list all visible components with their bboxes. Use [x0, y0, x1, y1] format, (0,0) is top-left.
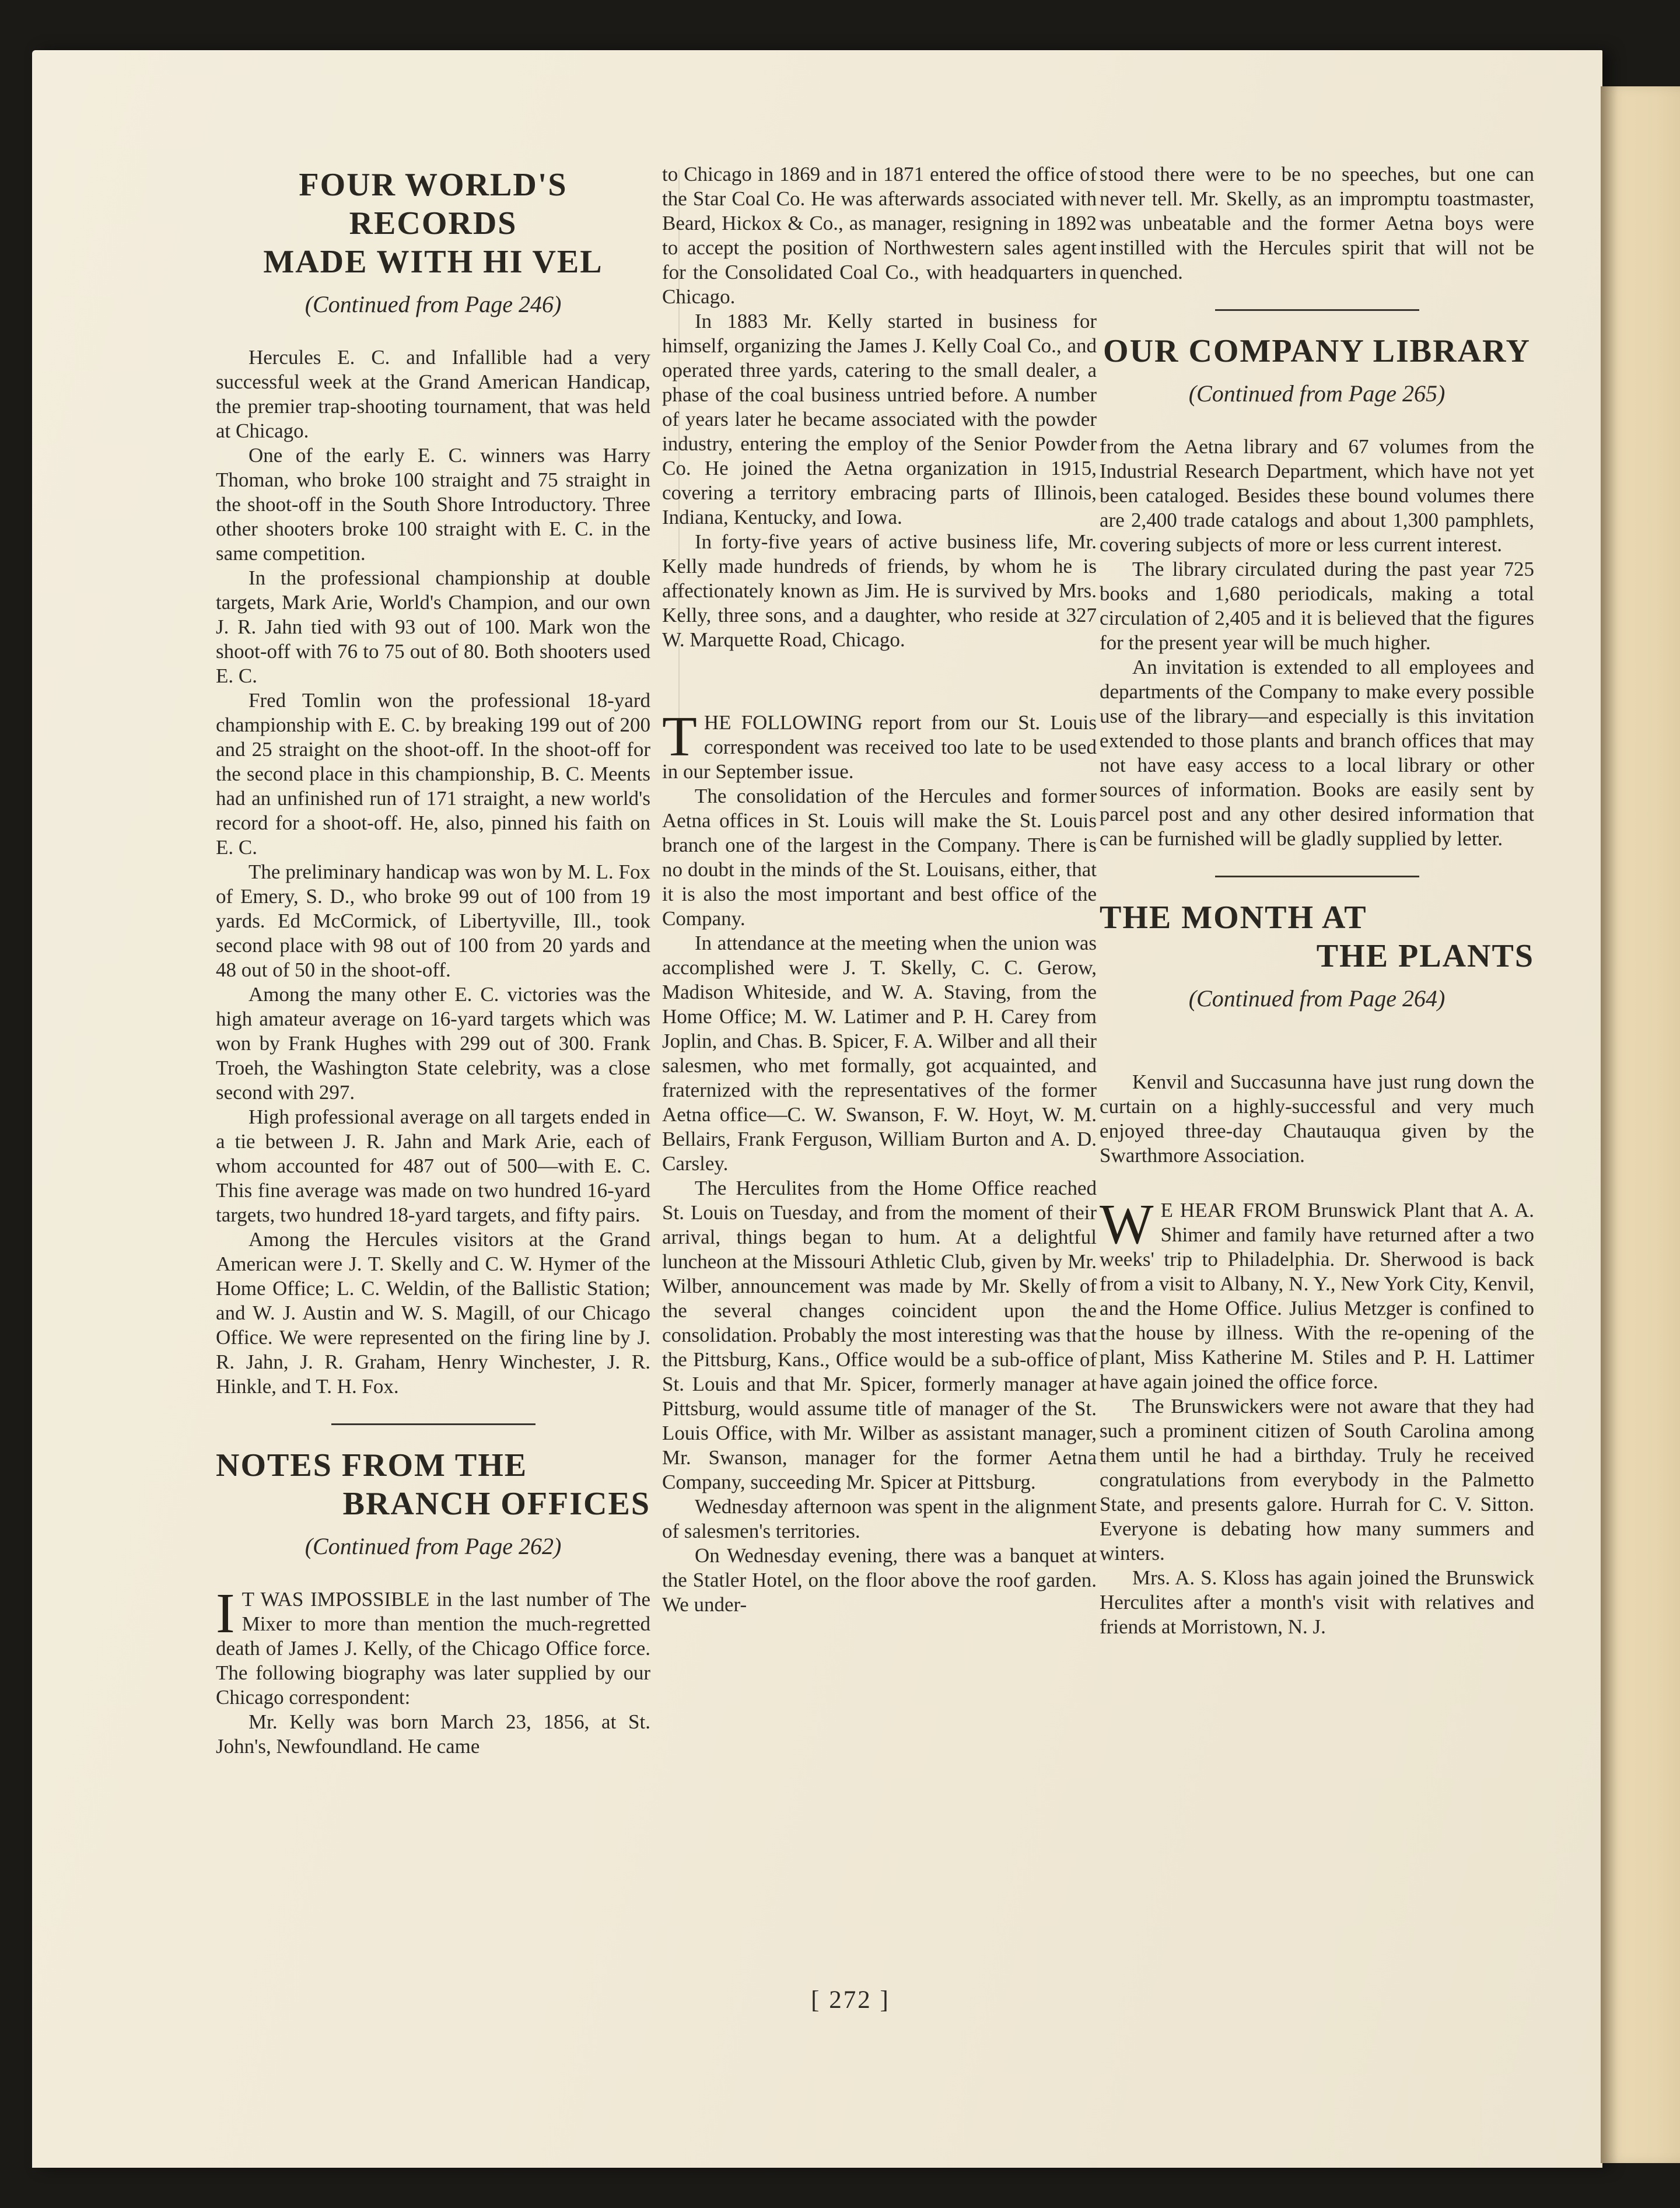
section-divider-rule	[1215, 309, 1419, 311]
column-spacer	[1100, 1040, 1534, 1070]
paragraph: The preliminary handicap was won by M. L. Fox of Emery, S. D., who broke 99 out of 100 from 19 yards. Ed McCormick, of Libertyville, Ill., took second place with 98 out of 100 from 20 yards and 48 out of 50 in the shoot-off.	[216, 860, 650, 981]
paragraph: Among the many other E. C. victories was the high amateur average on 16-yard targets which was won by Frank Hughes with 299 out of 300. Frank Troeh, the Washington State celebrity, was a close second with 297.	[216, 983, 650, 1104]
heading-month-at-the-plants	[1100, 898, 1534, 975]
heading-four-worlds-records	[216, 166, 650, 281]
paragraph: On Wednesday evening, there was a banquet at the Statler Hotel, on the floor above the roof garden. We under-	[662, 1544, 1097, 1616]
paragraph: Kenvil and Succasunna have just rung down the curtain on a highly-successful and very much enjoyed three-day Chautauqua given by the Swarthmore Association.	[1100, 1070, 1534, 1167]
drop-cap: I	[216, 1582, 235, 1645]
continued-from-note: (Continued from Page 246)	[304, 291, 562, 317]
paragraph: Mrs. A. S. Kloss has again joined the Brunswick Herculites after a month's visit with relatives and friends at Morristown, N. J.	[1100, 1566, 1534, 1638]
text-column-3	[1100, 162, 1534, 1639]
lead-caps: T WAS IMPOSSIBLE	[242, 1588, 430, 1611]
section-divider-rule	[331, 1423, 536, 1425]
lead-caps: HE FOLLOWING	[704, 711, 863, 734]
paragraph: Wednesday afternoon was spent in the alignment of salesmen's territories.	[662, 1495, 1097, 1542]
text-column-1	[216, 162, 650, 1759]
paragraph	[1100, 1193, 1534, 1394]
heading-our-company-library	[1100, 332, 1534, 370]
paragraph: Hercules E. C. and Infallible had a very successful week at the Grand American Handicap, the premier trap-shooting tournament, that was held at Chicago.	[216, 346, 650, 442]
heading-line: MADE WITH HI VEL	[263, 244, 603, 280]
continued-from-note: (Continued from Page 265)	[1188, 380, 1446, 407]
paragraph: Among the Hercules visitors at the Grand American were J. T. Skelly and C. W. Hymer of the Home Office; L. C. Weldin, of the Ballistic Station; and W. J. Austin and W. S. Magill, of our Chicago Office. We were represented on the firing line by J. R. Jahn, J. R. Graham, Henry Winchester, J. R. Hinkle, and T. H. Fox.	[216, 1228, 650, 1398]
paragraph-text: in the last number of The Mixer to more than mention the much-regretted death of James J. Kelly, of the Chicago Office force. The following biography was later supplied by our Chicago correspondent:	[216, 1588, 651, 1709]
heading-line: OUR COMPANY LIBRARY	[1103, 333, 1531, 369]
heading-line: THE MONTH AT	[1100, 900, 1367, 936]
paragraph: In 1883 Mr. Kelly started in business for himself, organizing the James J. Kelly Coal Co., and operated three yards, catering to the small dealer, a phase of the coal business untried before. A number of years later he became associated with the powder industry, entering the employ of the Senior Powder Co. He joined the Aetna organization in 1915, covering a territory embracing parts of Illinois, Indiana, Kentucky, and Iowa.	[662, 310, 1097, 529]
paragraph: The Brunswickers were not aware that they had such a prominent citizen of South Carolina among them until he had a birthday. Truly he received congratulations from everybody in the Palmetto State, and presents galore. Hurrah for C. V. Sitton. Everyone is debating how many summers and winters.	[1100, 1395, 1534, 1565]
paragraph: In forty-five years of active business life, Mr. Kelly made hundreds of friends, by whom he is affectionately known as Jim. He is survived by Mrs. Kelly, three sons, and a daughter, who reside at 327 W. Marquette Road, Chicago.	[662, 530, 1097, 651]
paragraph: from the Aetna library and 67 volumes from the Industrial Research Department, which have not yet been cataloged. Besides these bound volumes there are 2,400 trade catalogs and about 1,300 pamphlets, covering subjects of more or less current interest.	[1100, 435, 1534, 556]
paragraph: One of the early E. C. winners was Harry Thoman, who broke 100 straight and 75 straight in the shoot-off in the South Shore Introductory. Three other shooters broke 100 straight with E. C. in the same competition.	[216, 444, 650, 565]
section-divider-rule	[1215, 876, 1419, 877]
magazine-page	[32, 50, 1602, 2168]
paragraph: In attendance at the meeting when the union was accomplished were J. T. Skelly, C. C. Gerow, Madison Whiteside, and W. A. Staving, from the Home Office; M. W. Latimer and P. H. Carey from Joplin, and Chas. B. Spicer, F. A. Wilber and all their salesmen, who met formally, got acquainted, and fraternized with the representatives of the former Aetna office—C. W. Swanson, F. W. Hoyt, W. M. Bellairs, Frank Ferguson, William Burton and A. D. Carsley.	[662, 932, 1097, 1175]
heading-line: THE PLANTS	[1316, 938, 1534, 974]
paragraph-text: Brunswick Plant that A. A. Shimer and family have returned after a two weeks' trip to Philadelphia. Dr. Sherwood is back from a visit to Albany, N. Y., New York City, Kenvil, and the Home Office. Julius Metzger is confined to the house by illness. With the re-opening of the plant, Miss Katherine M. Stiles and P. H. Lattimer have again joined the office force.	[1100, 1199, 1534, 1393]
heading-line: BRANCH OFFICES	[342, 1486, 650, 1522]
paragraph-text: report from our St. Louis correspondent was received too late to be used in our September issue.	[662, 711, 1097, 783]
paragraph	[216, 1582, 651, 1710]
paragraph	[662, 705, 1097, 784]
text-column-2	[662, 162, 1097, 1617]
lead-caps: E HEAR FROM	[1160, 1199, 1301, 1222]
paragraph: Mr. Kelly was born March 23, 1856, at St. John's, Newfoundland. He came	[216, 1710, 650, 1758]
paragraph: The consolidation of the Hercules and former Aetna offices in St. Louis will make the St. Louis branch one of the largest in the Company. There is no doubt in the minds of the St. Louisans, either, that it is also the most important and best office of the Company.	[662, 785, 1097, 930]
adjacent-page-fore-edge	[1601, 86, 1680, 2163]
drop-cap: T	[662, 705, 697, 768]
paragraph: stood there were to be no speeches, but one can never tell. Mr. Skelly, as an impromptu toastmaster, was unbeatable and the former Aetna boys were instilled with the Hercules spirit that will not be quenched.	[1100, 163, 1534, 284]
paragraph: to Chicago in 1869 and in 1871 entered the office of the Star Coal Co. He was afterwards associated with Beard, Hickox & Co., as manager, resigning in 1892 to accept the position of Northwestern sales agent for the Consolidated Coal Co., with headquarters in Chicago.	[662, 163, 1097, 308]
column-spacer	[1100, 1168, 1534, 1198]
heading-notes-from-branch-offices	[216, 1446, 650, 1523]
heading-line: NOTES FROM THE	[216, 1447, 528, 1483]
paragraph: Fred Tomlin won the professional 18-yard championship with E. C. by breaking 199 out of 200 and 25 straight on the shoot-off. In the shoot-off for the second place in this championship, B. C. Meents had an unfinished run of 171 straight, a new world's record for a shoot-off. He, also, pinned his faith on E. C.	[216, 689, 650, 859]
paragraph: The library circulated during the past year 725 books and 1,680 periodicals, making a total circulation of 2,405 and it is believed that the figures for the present year will be much higher.	[1100, 558, 1534, 654]
paragraph: In the professional championship at double targets, Mark Arie, World's Champion, and our own J. R. Jahn tied with 93 out of 100. Mark won the shoot-off with 76 to 75 out of 80. Both shooters used E. C.	[216, 566, 650, 687]
paragraph: High professional average on all targets ended in a tie between J. R. Jahn and Mark Arie, each of whom accounted for 487 out of 500—with E. C. This fine average was made on two hundred 16-yard targets, two hundred 18-yard targets, and fifty pairs.	[216, 1105, 650, 1226]
paragraph: The Herculites from the Home Office reached St. Louis on Tuesday, and from the moment of their arrival, things began to hum. At a delightful luncheon at the Missouri Athletic Club, given by Mr. Wilber, announcement was made by Mr. Skelly of the several changes coincident upon the consolidation. Probably the most interesting was that the Pittsburg, Kans., Office would be a sub-office of St. Louis and that Mr. Spicer, formerly manager at Pittsburg, would assume title of manager of the St. Louis Office, with Mr. Wilber as assistant manager, Mr. Swanson, manager for the former Aetna Company, succeeding Mr. Spicer at Pittsburg.	[662, 1177, 1097, 1493]
column-spacer	[662, 652, 1097, 711]
heading-line: FOUR WORLD'S RECORDS	[299, 167, 568, 242]
continued-from-note: (Continued from Page 264)	[1188, 985, 1446, 1012]
page-number: [ 272 ]	[811, 1986, 890, 2014]
paragraph: An invitation is extended to all employees and departments of the Company to make every possible use of the library—and especially is this invitation extended to those plants and branch offices that may not have easy access to a local library or other sources of information. Books are easily sent by parcel post and any other desired information that can be furnished will be gladly supplied by letter.	[1100, 656, 1534, 850]
continued-from-note: (Continued from Page 262)	[304, 1533, 562, 1559]
drop-cap: W	[1100, 1193, 1154, 1256]
